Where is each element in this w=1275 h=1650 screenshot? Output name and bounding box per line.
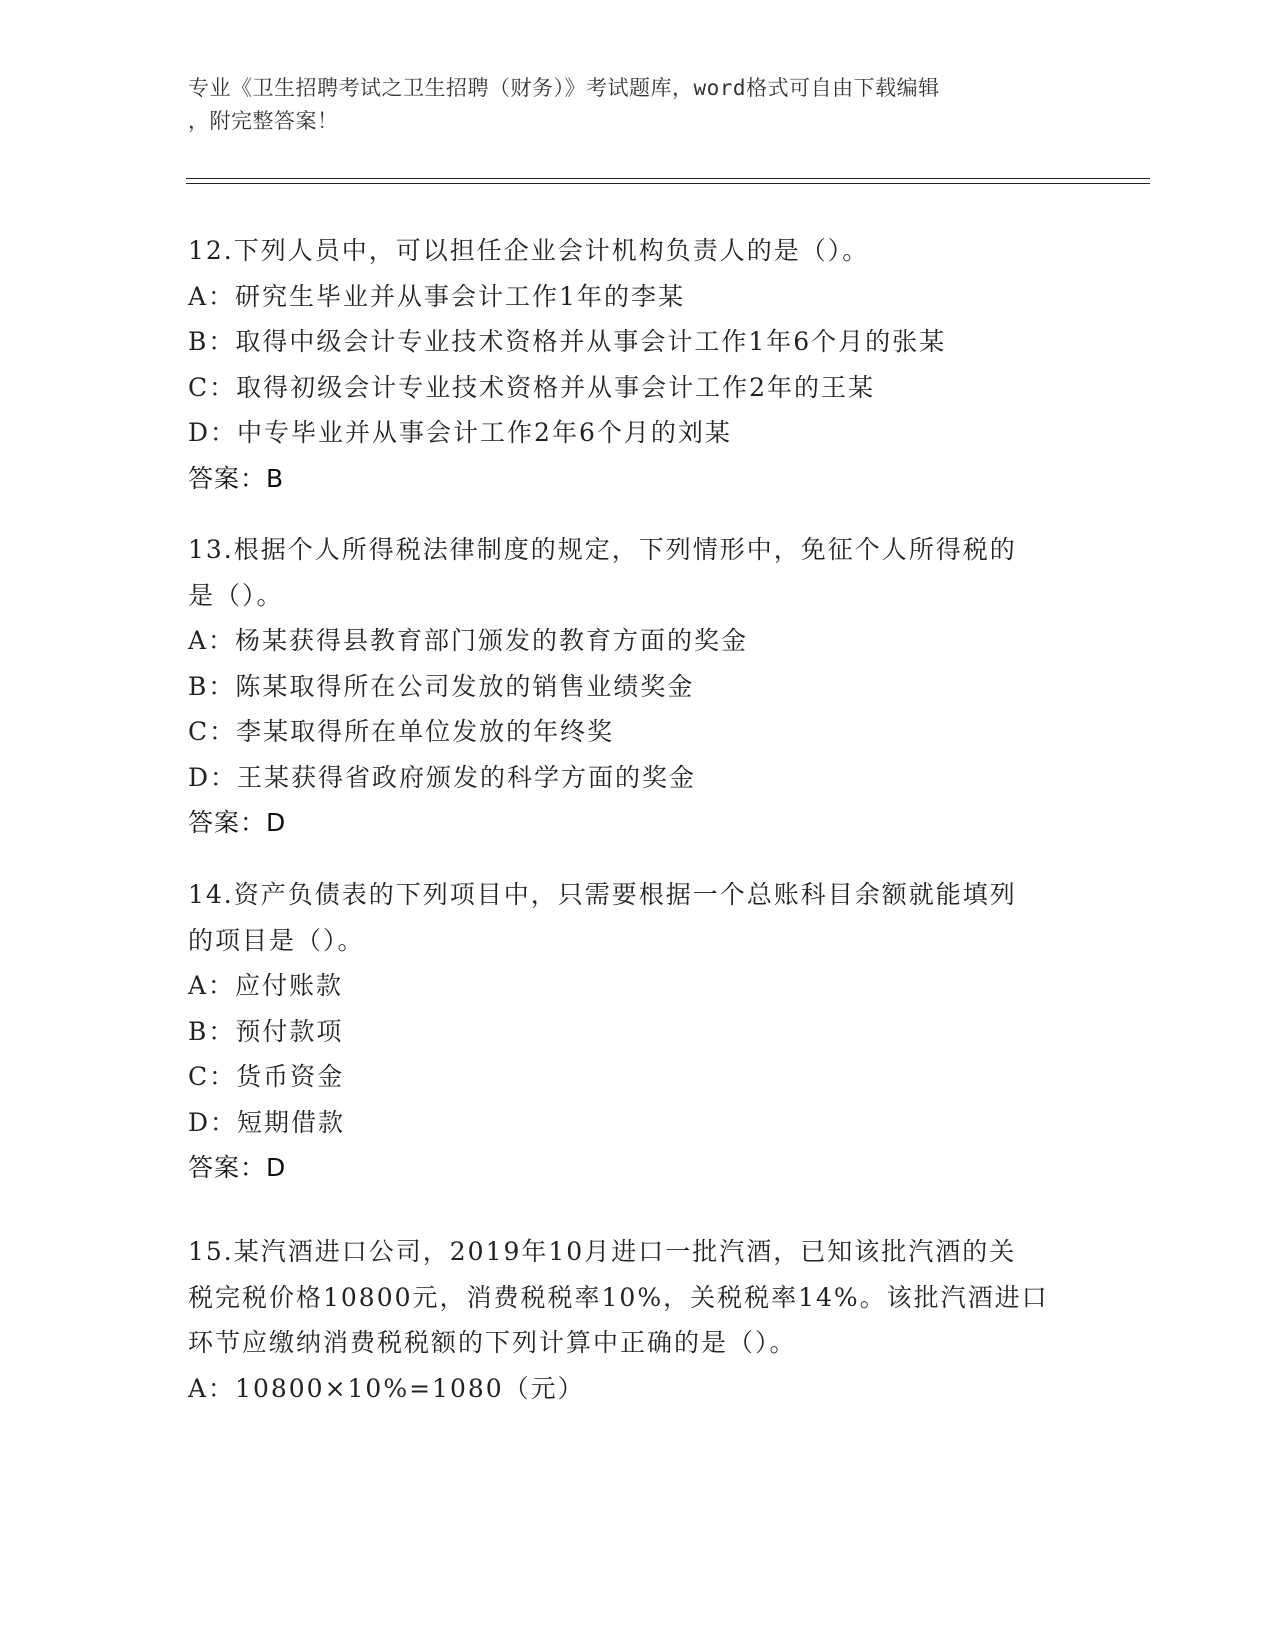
option-a: A：研究生毕业并从事会计工作1年的李某	[188, 281, 685, 311]
question-stem-continued: 环节应缴纳消费税税额的下列计算中正确的是（）。	[188, 1328, 797, 1357]
header-line-1: 专业《卫生招聘考试之卫生招聘（财务）》考试题库，word格式可自由下载编辑	[188, 76, 940, 100]
answer: 答案：B	[188, 463, 285, 493]
header-divider-top	[186, 178, 1150, 179]
header-divider-bottom	[186, 183, 1150, 184]
option-a: A：10800×10%=1080（元）	[188, 1373, 585, 1403]
answer: 答案：D	[188, 1153, 287, 1182]
question-12	[188, 228, 1088, 501]
header-line-2: ，附完整答案！	[188, 109, 339, 133]
question-stem: 14.资产负债表的下列项目中，只需要根据一个总账科目余额就能填列	[188, 880, 1017, 909]
option-b: B：预付款项	[188, 1016, 344, 1046]
question-stem-continued: 是（）。	[188, 580, 284, 610]
option-d: D：中专毕业并从事会计工作2年6个月的刘某	[188, 418, 732, 447]
question-14	[188, 872, 1088, 1191]
option-d: D：王某获得省政府颁发的科学方面的奖金	[188, 762, 697, 792]
document-header	[188, 72, 1088, 138]
question-stem-continued: 税完税价格10800元，消费税税率10%，关税税率14%。该批汽酒进口	[188, 1282, 1049, 1312]
question-stem-continued: 的项目是（）。	[188, 925, 365, 955]
option-a: A：应付账款	[188, 971, 344, 1000]
question-stem: 12.下列人员中，可以担任企业会计机构负责人的是（）。	[188, 236, 870, 265]
option-d: D：短期借款	[188, 1107, 346, 1137]
answer: 答案：D	[188, 808, 287, 837]
option-c: C：货币资金	[188, 1062, 345, 1091]
option-c: C：李某取得所在单位发放的年终奖	[188, 717, 615, 746]
option-c: C：取得初级会计专业技术资格并从事会计工作2年的王某	[188, 372, 876, 402]
option-b: B：陈某取得所在公司发放的销售业绩奖金	[188, 671, 695, 701]
question-15	[188, 1229, 1088, 1411]
question-stem: 13.根据个人所得税法律制度的规定，下列情形中，免征个人所得税的	[188, 535, 1017, 564]
option-b: B：取得中级会计专业技术资格并从事会计工作1年6个月的张某	[188, 327, 947, 356]
option-a: A：杨某获得县教育部门颁发的教育方面的奖金	[188, 626, 749, 655]
question-13	[188, 527, 1088, 846]
question-stem: 15.某汽酒进口公司，2019年10月进口一批汽酒，已知该批汽酒的关	[188, 1237, 1017, 1266]
